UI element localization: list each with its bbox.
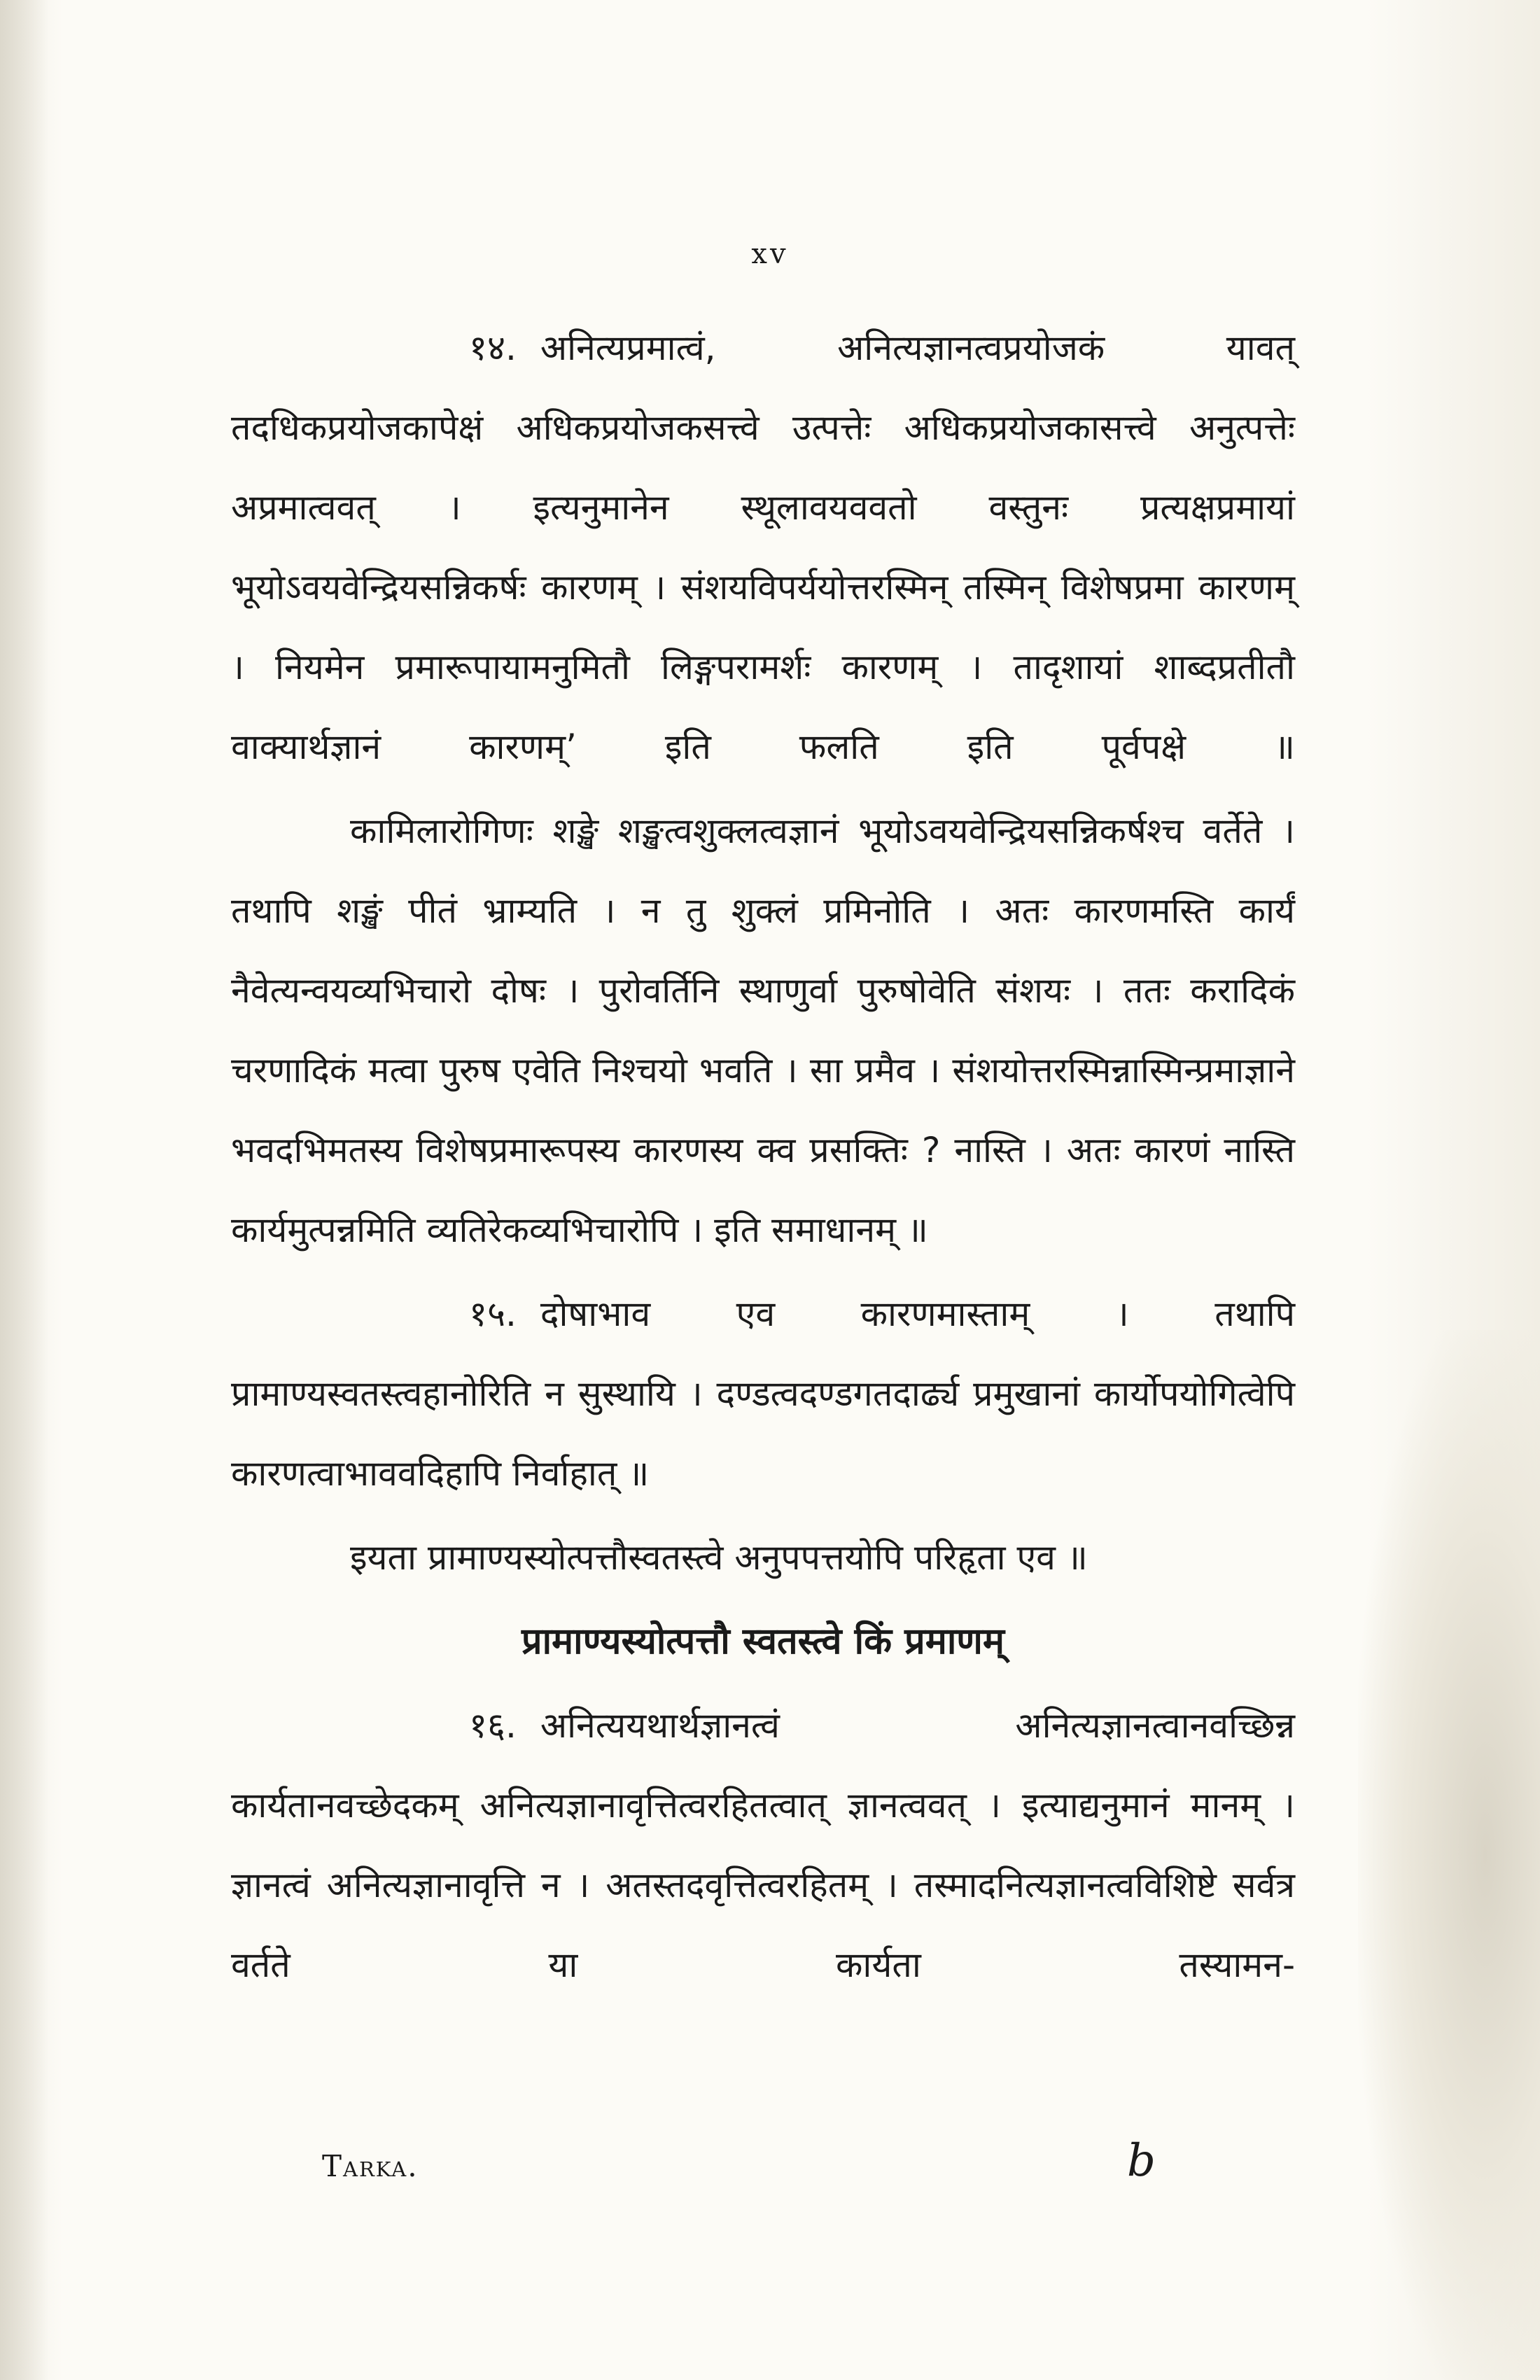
- section-number: १६.: [469, 1705, 517, 1746]
- section-number: १५.: [469, 1294, 517, 1334]
- paragraph-conclusion: [231, 1518, 1295, 1597]
- paragraph-15: [231, 1274, 1295, 1513]
- paragraph-16: [231, 1686, 1295, 2005]
- paragraph-text: अनित्यप्रमात्वं, अनित्यज्ञानत्वप्रयोजकं यावत् तदधिकप्रयोजकापेक्षं अधिकप्रयोजकसत्त्वे उत्पत्तेः अधिकप्रयोजकासत्त्वे अनुत्पत्तेः अप्रमात्ववत् । इत्यनुमानेन स्थूलावयववतो वस्तुनः प्रत्यक्षप्रमायां भूयोऽवयवेन्द्रियसन्निकर्षः कारणम् । संशयविपर्ययोत्तरस्मिन् तस्मिन् विशेषप्रमा कारणम् । नियमेन प्रमारूपायामनुमितौ लिङ्गपरामर्शः कारणम् । तादृशायां शाब्दप्रतीतौ वाक्यार्थज्ञानं कारणम्’ इति फलति इति पूर्वपक्षे ॥: [231, 328, 1295, 767]
- section-number: १४.: [469, 328, 517, 368]
- signature-letter: b: [1127, 2135, 1156, 2187]
- paragraph-text: अनित्ययथार्थज्ञानत्वं अनित्यज्ञानत्वानवच्छिन्न कार्यतानवच्छेदकम् अनित्यज्ञानावृत्तित्वरहितत्वात् ज्ञानत्ववत् । इत्याद्यनुमानं मानम् । ज्ञानत्वं अनित्यज्ञानावृत्ति न । अतस्तदवृत्तित्वरहितम् । तस्मादनित्यज्ञानत्वविशिष्टे सर्वत्र वर्तते या कार्यता तस्यामन-: [231, 1705, 1295, 1985]
- page-binding-shadow: [0, 0, 49, 2380]
- paragraph-text: दोषाभाव एव कारणमास्ताम् । तथापि प्रामाण्यस्वतस्त्वहानोरिति न सुस्थायि । दण्डत्वदण्डगतदार्ढ्य प्रमुखानां कार्योपयोगित्वेपि कारणत्वाभाववदिहापि निर्वाहात् ॥: [231, 1294, 1295, 1494]
- paragraph-text: कामिलारोगिणः शङ्खे शङ्खत्वशुक्लत्वज्ञानं भूयोऽवयवेन्द्रियसन्निकर्षश्च वर्तेते । तथापि शङ्खं पीतं भ्राम्यति । न तु शुक्लं प्रमिनोति । अतः कारणमस्ति कार्यं नैवेत्यन्वयव्यभिचारो दोषः । पुरोवर्तिनि स्थाणुर्वा पुरुषोवेति संशयः । ततः करादिकं चरणादिकं मत्वा पुरुष एवेति निश्चयो भवति । सा प्रमैव । संशयोत्तरस्मिन्नास्मिन्प्रमाज्ञाने भवदभिमतस्य विशेषप्रमारूपस्य कारणस्य क्व प्रसक्तिः ? नास्ति । अतः कारणं नास्ति कार्यमुत्पन्नमिति व्यतिरेकव्यभिचारोपि । इति समाधानम् ॥: [231, 811, 1295, 1250]
- torn-page-edge: [1358, 1330, 1540, 2380]
- paragraph-14: [231, 308, 1295, 787]
- body-text: [231, 308, 1295, 2005]
- section-heading: प्रामाण्यस्योत्पत्तौ स्वतस्त्वे किं प्रमाणम्: [521, 1620, 1004, 1662]
- signature-mark: Tarka.: [322, 2149, 419, 2183]
- paragraph-text: इयता प्रामाण्यस्योत्पत्तौस्वतस्त्वे अनुपपत्तयोपि परिहृता एव ॥: [350, 1537, 1088, 1578]
- paragraph-refutation: [231, 791, 1295, 1270]
- page-number: xv: [751, 238, 789, 270]
